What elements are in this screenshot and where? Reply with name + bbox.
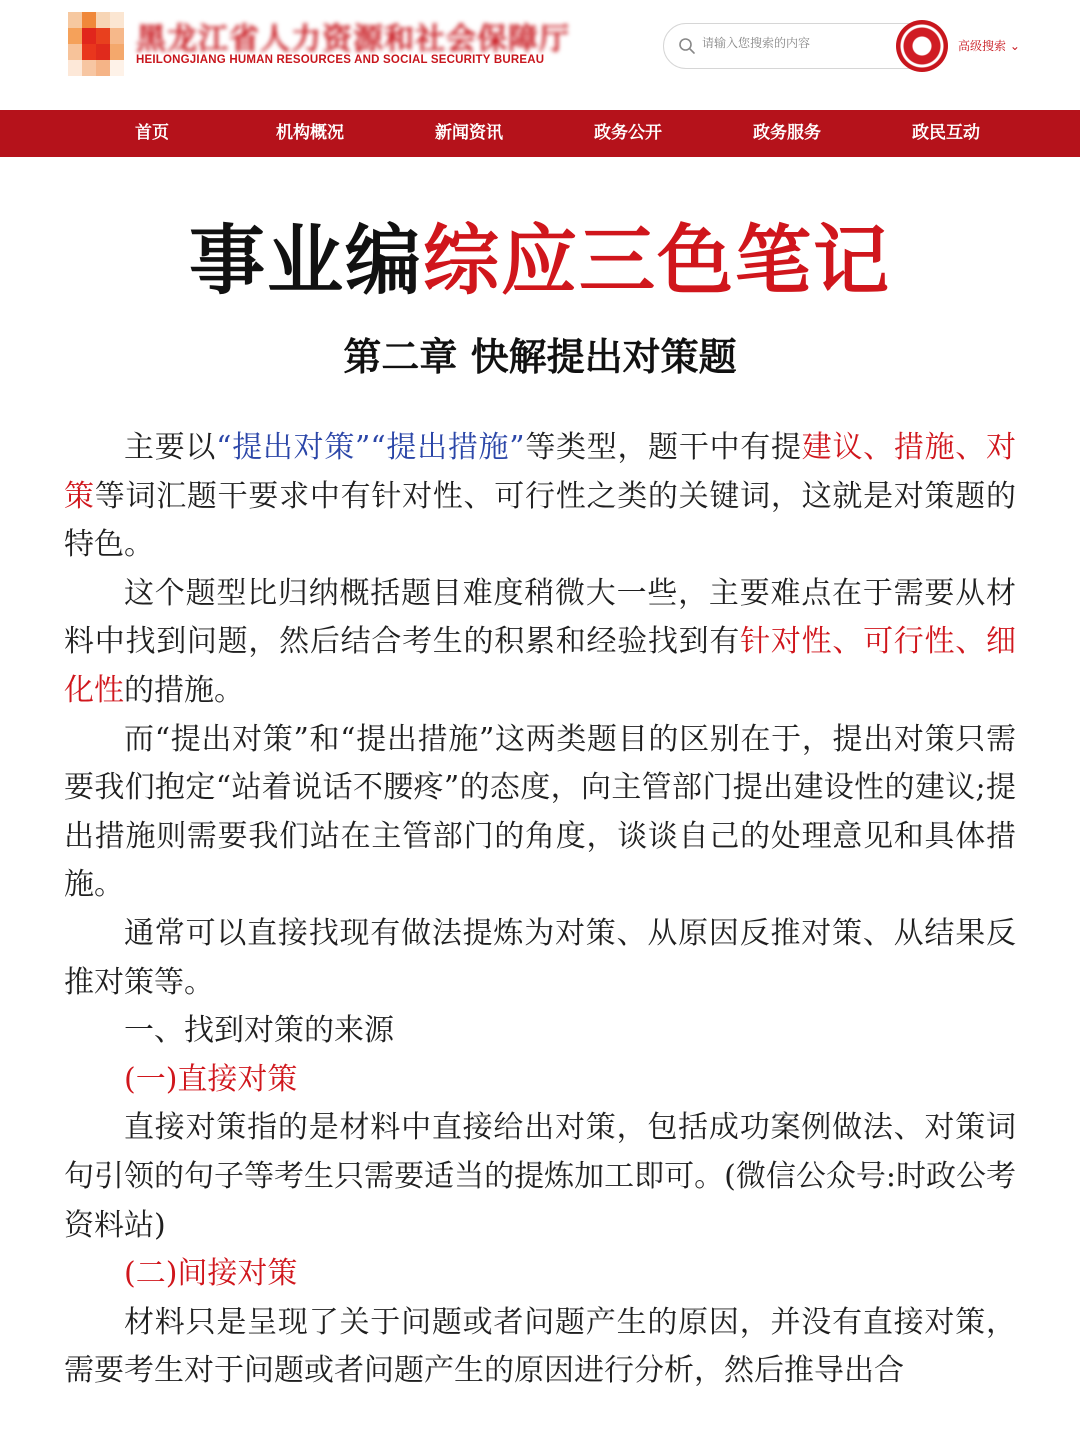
- emblem-icon: [896, 20, 948, 72]
- nav-item-home[interactable]: 首页: [135, 123, 169, 143]
- subsection-heading-indirect: (二)间接对策: [124, 1256, 298, 1292]
- paragraph-difference: 而“提出对策”和“提出措施”这两类题目的区别在于，提出对策只需要我们抱定“站着说话不腰疼”的态度，向主管部门提出建设性的建议;提出措施则需要我们站在主管部门的角度，谈谈自己的处理意见和具体措施。: [64, 721, 1016, 903]
- highlight-red: 针对性、可行性、细化性: [64, 624, 1017, 708]
- nav-item-public-affairs[interactable]: 政务公开: [594, 123, 662, 143]
- search-icon: [678, 37, 696, 55]
- highlight-blue: “提出对策”“提出措施”: [216, 430, 525, 465]
- nav-item-services[interactable]: 政务服务: [753, 123, 821, 143]
- text-run: 的措施。: [124, 672, 244, 708]
- nav-item-interaction[interactable]: 政民互动: [912, 123, 980, 143]
- site-name-cn: 黑龙江省人力资源和社会保障厅: [136, 22, 570, 57]
- title-red-part: 综应三色笔记: [423, 216, 891, 305]
- main-nav: [0, 110, 1080, 157]
- title-black-part: 事业编: [189, 216, 423, 305]
- page-title: [0, 200, 1080, 309]
- article-body: [64, 424, 1016, 1396]
- paragraph-intro: [64, 424, 1016, 570]
- site-header: [0, 0, 1080, 110]
- chapter-title: 第二章 快解提出对策题: [343, 335, 737, 379]
- text-run: 等词汇题干要求中有针对性、可行性之类的关键词，这就是对策题的特色。: [64, 478, 1017, 563]
- nav-item-about[interactable]: 机构概况: [276, 123, 344, 143]
- site-logo-icon[interactable]: [68, 12, 124, 76]
- advanced-search-link[interactable]: 高级搜索 ⌄: [958, 39, 1020, 53]
- paragraph-indirect: 材料只是呈现了关于问题或者问题产生的原因，并没有直接对策，需要考生对于问题或者问题产生的原因进行分析，然后推导出合: [64, 1304, 1016, 1389]
- text-run: 主要以: [124, 430, 217, 465]
- text-run: 这个题型比归纳概括题目难度稍微大一些，主要难点在于需要从材料中找到问题，然后结合考生的积累和经验找到有: [64, 575, 1016, 660]
- search-input[interactable]: [702, 36, 892, 50]
- nav-item-news[interactable]: 新闻资讯: [435, 123, 503, 143]
- site-name-en: HEILONGJIANG HUMAN RESOURCES AND SOCIAL SECURITY BUREAU: [136, 54, 545, 66]
- highlight-red: 建议、措施、对策: [64, 430, 1017, 514]
- text-run: 等类型，题干中有提: [524, 430, 802, 465]
- paragraph-methods: 通常可以直接找现有做法提炼为对策、从原因反推对策、从结果反推对策等。: [64, 915, 1016, 1000]
- paragraph-direct: 直接对策指的是材料中直接给出对策，包括成功案例做法、对策词句引领的句子等考生只需要适当的提炼加工即可。(微信公众号:时政公考资料站): [64, 1110, 1016, 1243]
- subsection-heading-direct: (一)直接对策: [124, 1061, 298, 1097]
- section-heading: 一、找到对策的来源: [124, 1013, 394, 1049]
- paragraph-difficulty: [64, 570, 1016, 716]
